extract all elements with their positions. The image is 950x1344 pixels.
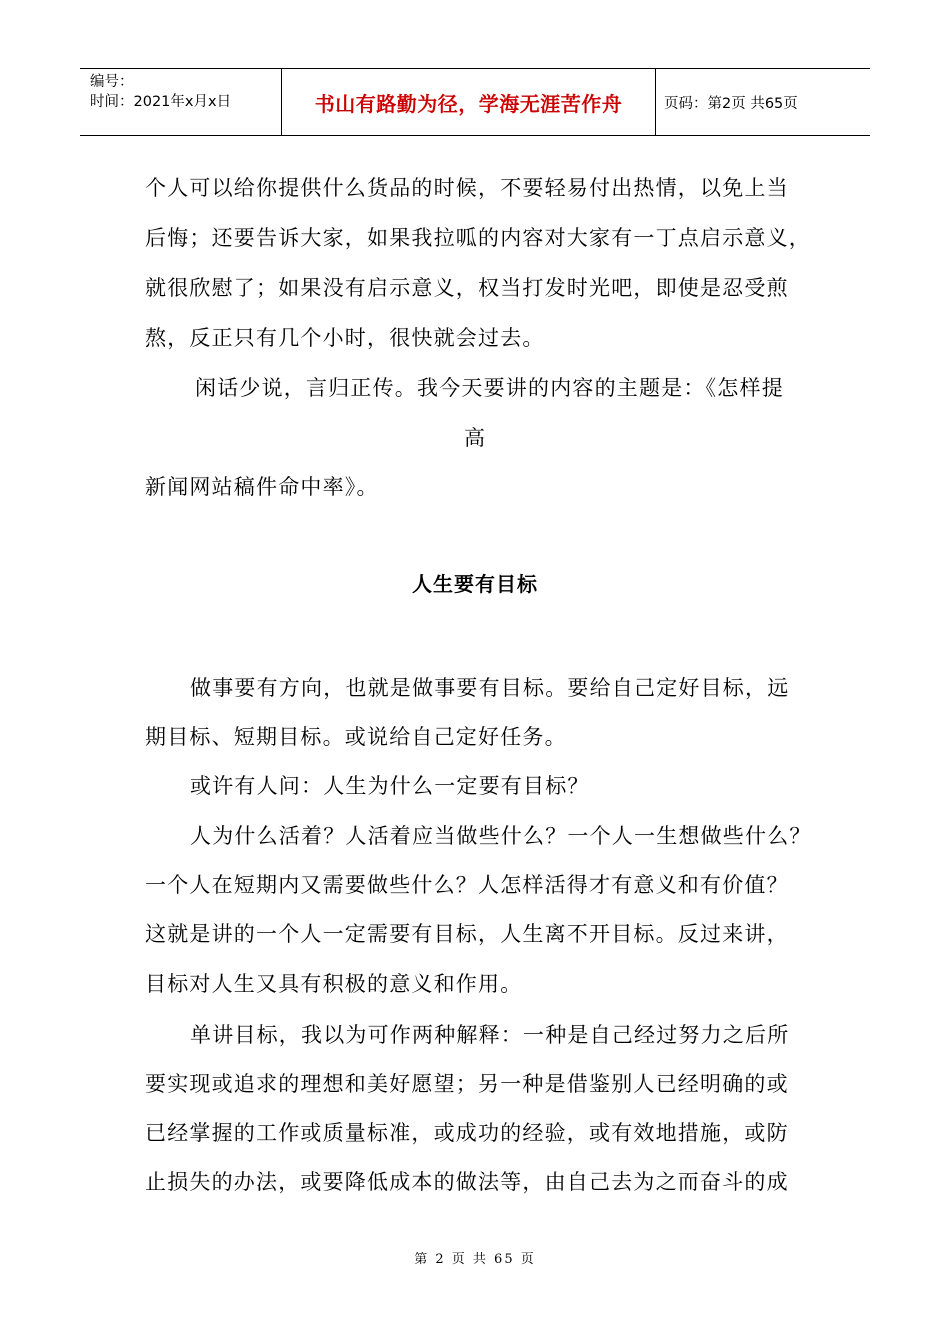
section-line: 止损失的办法，或要降低成本的做法等，由自己去为之而奋斗的成 (145, 1170, 789, 1194)
section-line: 或许有人问：人生为什么一定要有目标？ (190, 774, 590, 798)
section-line: 一个人在短期内又需要做些什么？人怎样活得才有意义和有价值？ (145, 873, 789, 897)
section-line: 目标对人生又具有积极的意义和作用。 (145, 972, 523, 996)
body-line: 后悔；还要告诉大家，如果我拉呱的内容对大家有一丁点启示意义， (145, 226, 811, 250)
section-line: 期目标、短期目标。或说给自己定好任务。 (145, 725, 567, 749)
header-motto-cell (282, 69, 656, 135)
body-line: 高 (464, 426, 487, 450)
header-page-cell (656, 69, 870, 135)
section-line: 单讲目标，我以为可作两种解释：一种是自己经过努力之后所 (190, 1023, 790, 1047)
section-line: 要实现或追求的理想和美好愿望；另一种是借鉴别人已经明确的或 (145, 1072, 789, 1096)
header-motto: 书山有路勤为径，学海无涯苦作舟 (314, 91, 623, 116)
body-line: 个人可以给你提供什么货品的时候，不要轻易付出热情，以免上当 (145, 176, 789, 200)
page-header (80, 68, 870, 136)
section-line: 人为什么活着？人活着应当做些什么？一个人一生想做些什么？ (190, 824, 812, 848)
doc-time-label: 时间：2021年x月x日 (90, 94, 232, 110)
section-heading: 人生要有目标 (412, 572, 538, 596)
body-line: 新闻网站稿件命中率》。 (145, 475, 379, 499)
body-line: 闲话少说，言归正传。我今天要讲的内容的主题是：《怎样提 (195, 376, 784, 400)
section-line: 已经掌握的工作或质量标准，或成功的经验，或有效地措施，或防 (145, 1121, 789, 1145)
body-line: 就很欣慰了；如果没有启示意义，权当打发时光吧，即使是忍受煎 (145, 276, 789, 300)
header-meta-cell (80, 69, 282, 135)
header-page-info: 页码：第2页 共65页 (664, 95, 798, 112)
doc-code-label: 编号： (90, 74, 134, 90)
section-line: 做事要有方向，也就是做事要有目标。要给自己定好目标，远 (190, 676, 790, 700)
body-line: 熬，反正只有几个小时，很快就会过去。 (145, 326, 545, 350)
section-line: 这就是讲的一个人一定需要有目标，人生离不开目标。反过来讲， (145, 922, 789, 946)
page-footer: 第 2 页 共 65 页 (414, 1252, 536, 1267)
